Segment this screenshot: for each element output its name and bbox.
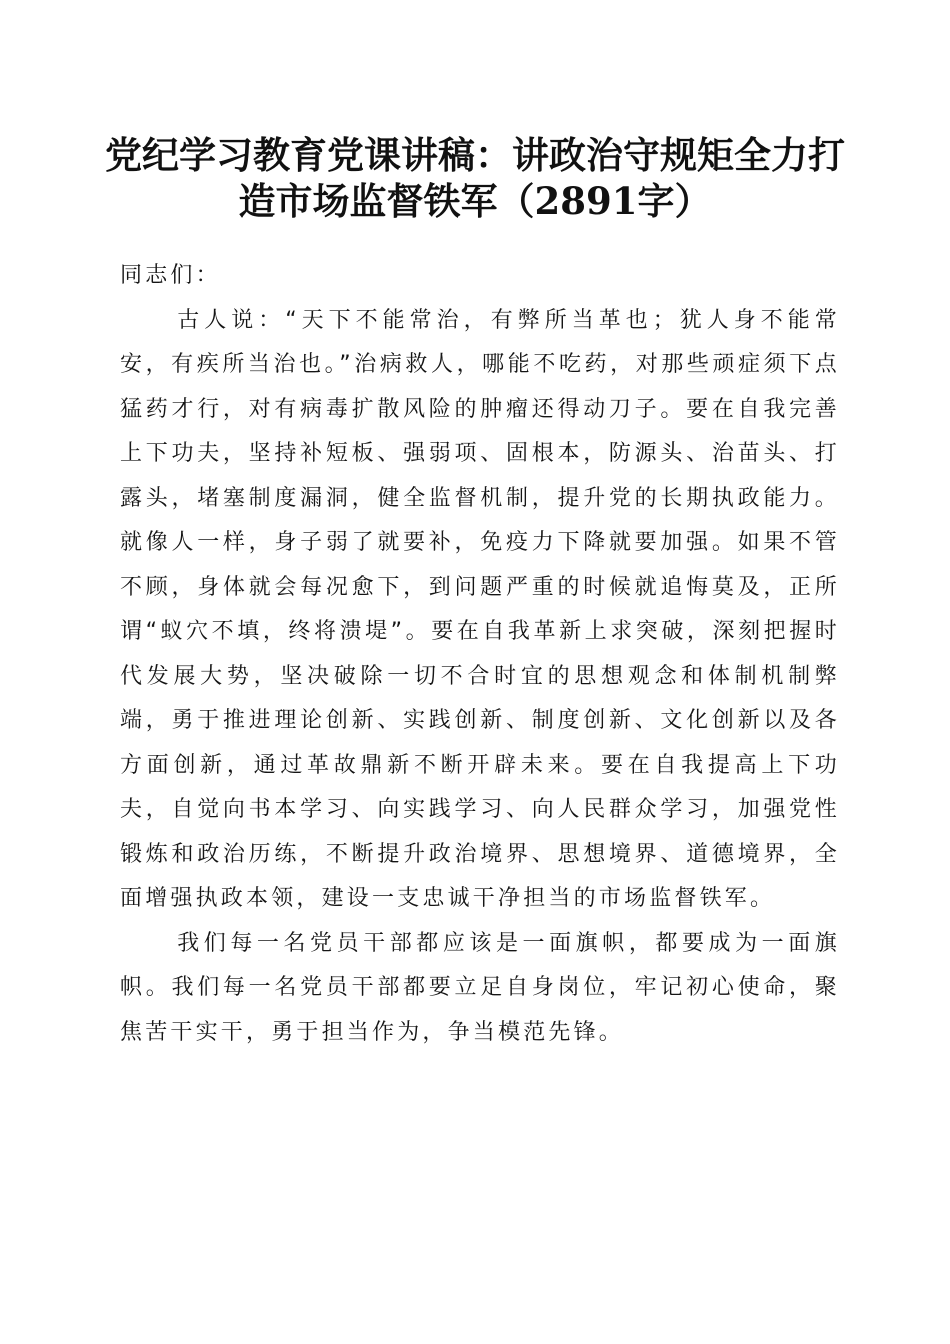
title-line-2: 造市场监督铁军（2891字） (238, 179, 712, 223)
paragraph-1: 古人说：“天下不能常治，有弊所当革也；犹人身不能常安，有疾所当治也。”治病救人，哪能不吃药，对那些顽症须下点猛药才行，对有病毒扩散风险的肿瘤还得动刀子。要在自我完善上下功夫，坚持补短板、强弱项、固根本，防源头、治苗头、打露头，堵塞制度漏洞，健全监督机制，提升党的长期执政能力。就像人一样，身子弱了就要补，免疫力下降就要加强。如果不管不顾，身体就会每况愈下，到问题严重的时候就追悔莫及，正所谓“蚁穴不填，终将溃堤”。要在自我革新上求突破，深刻把握时代发展大势，坚决破除一切不合时宜的思想观念和体制机制弊端，勇于推进理论创新、实践创新、制度创新、文化创新以及各方面创新，通过革故鼎新不断开辟未来。要在自我提高上下功夫，自觉向书本学习、向实践学习、向人民群众学习，加强党性锻炼和政治历练，不断提升政治境界、思想境界、道德境界，全面增强执政本领，建设一支忠诚干净担当的市场监督铁军。 (120, 307, 840, 911)
title-line-1: 党纪学习教育党课讲稿：讲政治守规矩全力打 (105, 133, 845, 177)
document-body (120, 254, 840, 1055)
paragraph-2: 我们每一名党员干部都应该是一面旗帜，都要成为一面旗帜。我们每一名党员干部都要立足自身岗位，牢记初心使命，聚焦苦干实干，勇于担当作为，争当模范先锋。 (120, 930, 840, 1045)
document-title (100, 132, 850, 224)
greeting: 同志们： (120, 263, 221, 288)
